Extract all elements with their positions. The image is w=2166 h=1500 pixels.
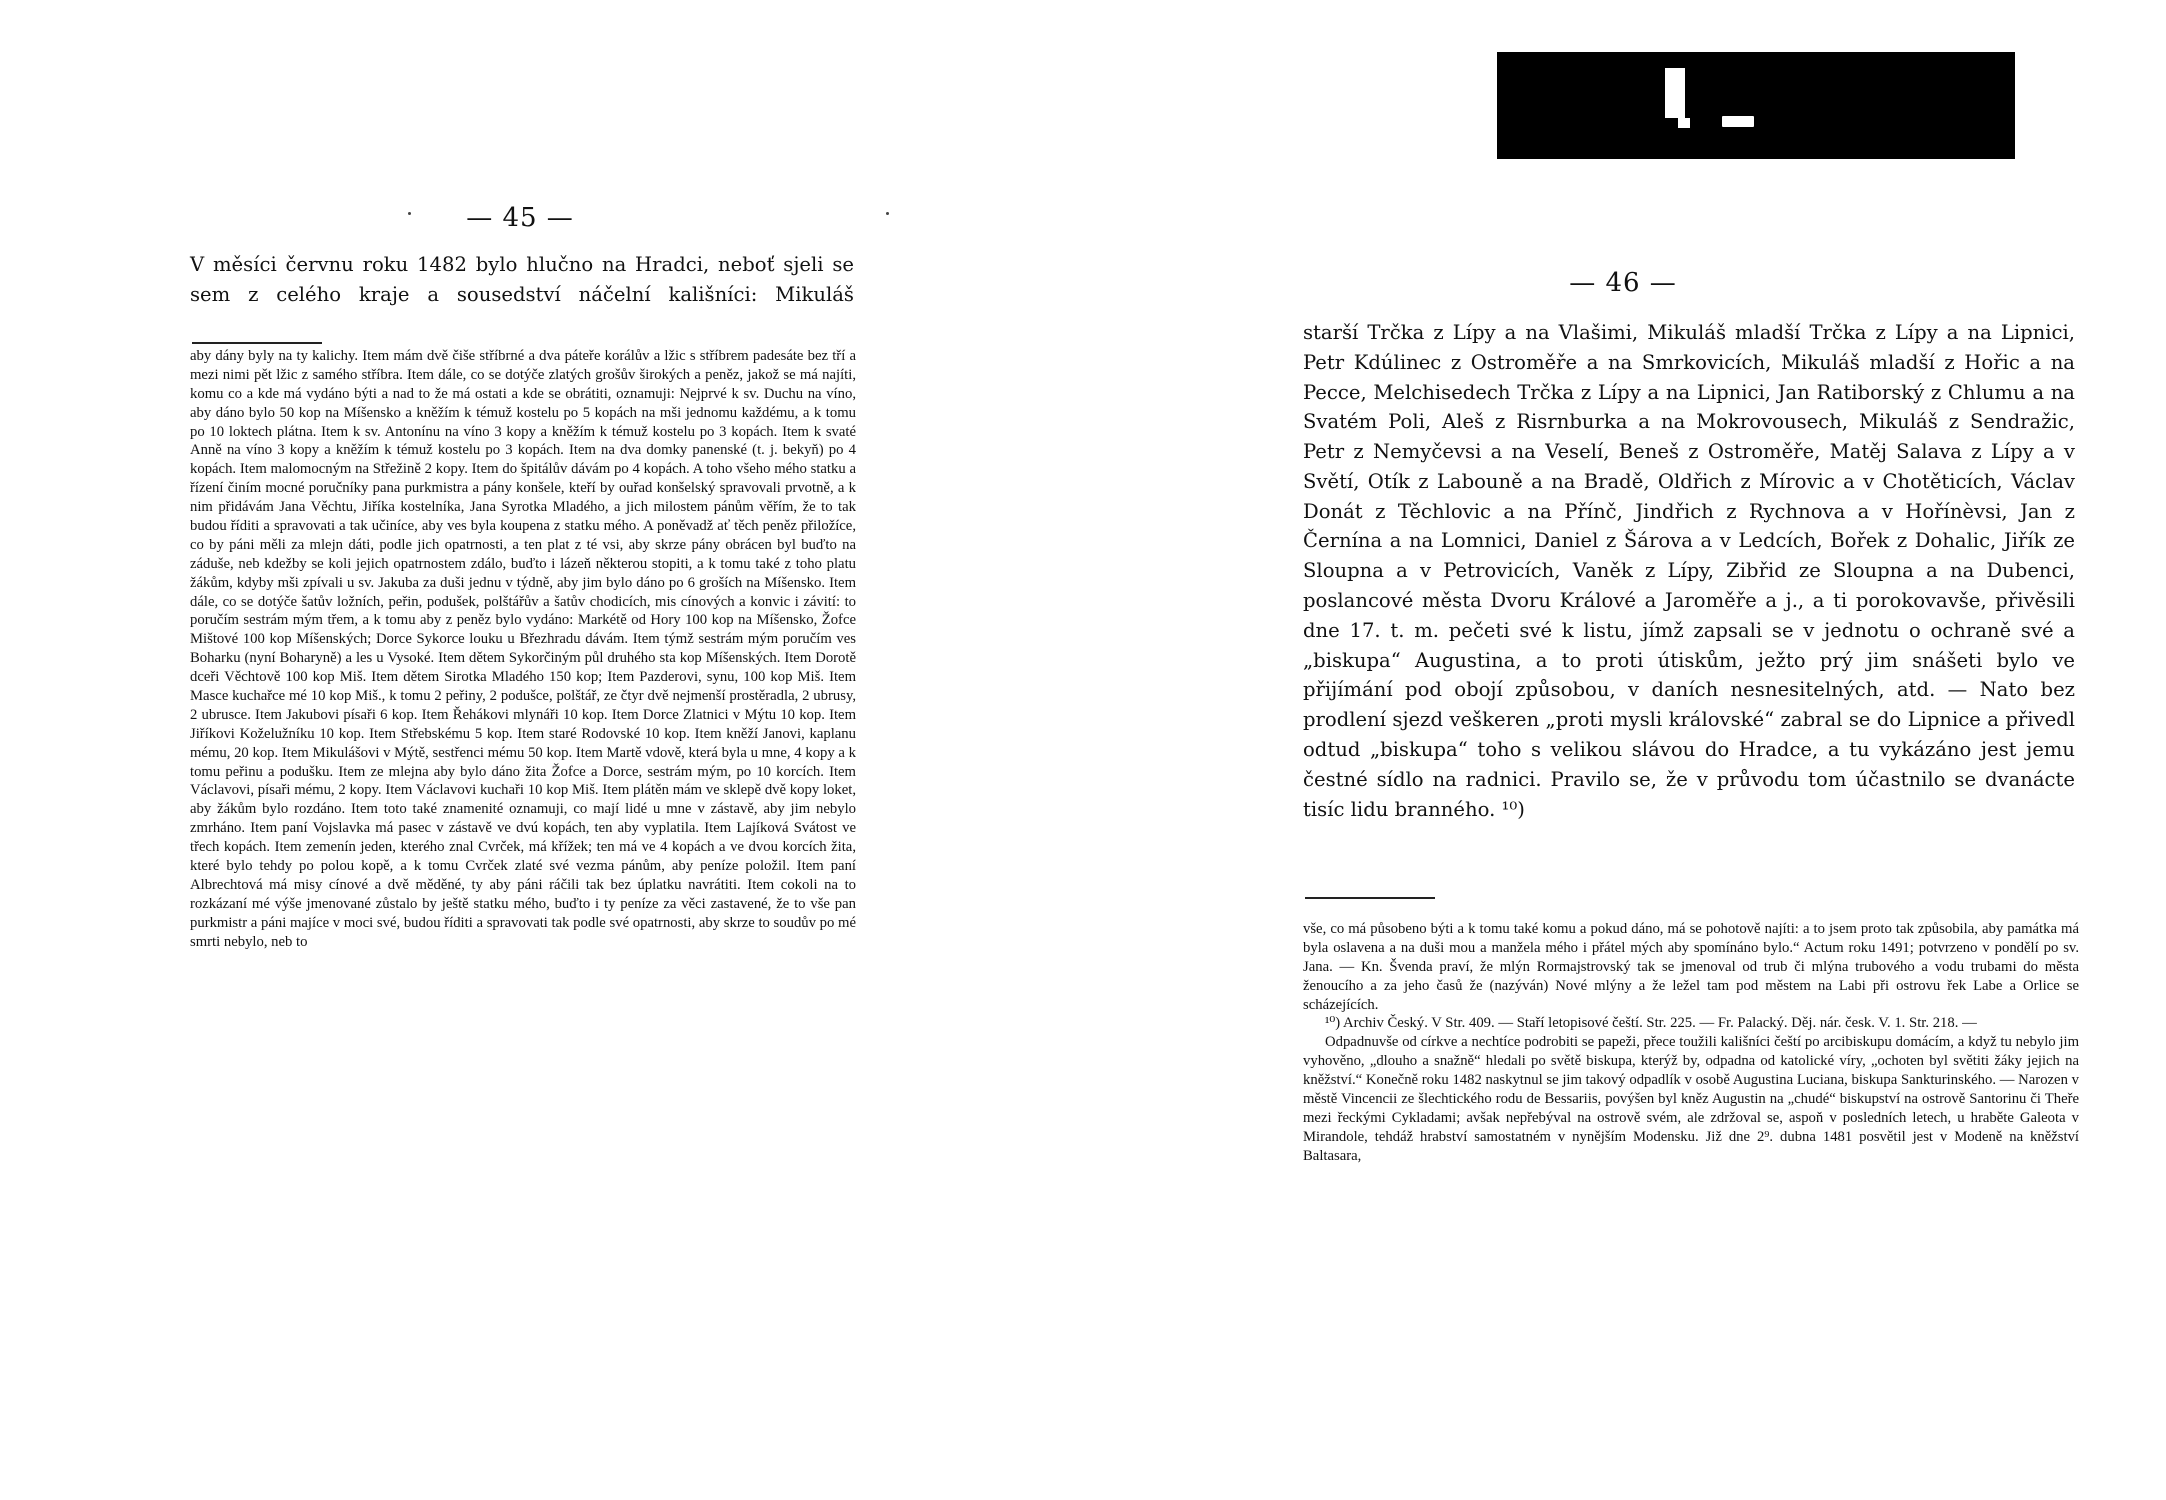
footnote-continuation: vše, co má působeno býti a k tomu také komu a pokud dáno, má se pohotově najíti: a to jsem proto tak způsobila, aby památka má byla oslavena a na duši mou a manžela mého i přátel mých aby spomínáno bylo.“ Actum roku 1491; potvrzeno v pondělí po sv. Jana. — Kn. Švenda praví, že mlýn Rormajstrovský tak se jmenoval od trub či mlýna trubového a vodu trubami do města ženoucího a za jeho časů že (nazýván) Nové mlýny a že ležel tam pod městem na Labi při ostrovu řek Labe a Orlice se scházejících. bbox=[1303, 921, 2079, 1013]
ink-speck bbox=[886, 212, 889, 215]
right-footnotes bbox=[1303, 920, 2079, 1166]
scan-artifact bbox=[1722, 116, 1754, 127]
right-page bbox=[1083, 0, 2166, 1500]
footnote-divider bbox=[1305, 897, 1435, 899]
footnote-divider bbox=[192, 342, 322, 344]
redaction-block bbox=[1497, 52, 2015, 159]
page-number-46: — 46 — bbox=[1569, 268, 1677, 298]
left-body-text: V měsíci červnu roku 1482 bylo hlučno na Hradci, neboť sjeli se sem z celého kraje a sousedství náčelní kališníci: Mikuláš bbox=[190, 253, 854, 306]
page-number-45: — 45 — bbox=[466, 203, 574, 233]
left-footnote-text: aby dány byly na ty kalichy. Item mám dvě čiše stříbrné a dva páteře korálův a lžic s stříbrem padesáte bez tří a mezi nimi pět lžic z samého stříbra. Item dále, co se dotýče zlatých grošův širokých a peněz, jakož se má najíti, komu co a kde má vydáno býti a nad to že má ostati a kde se obrátiti, oznamuji: Nejprvé k sv. Duchu na víno, aby dáno bylo 50 kop na Míšensko a kněžím k témuž kostelu po 5 kopách na mši jednomu každému, a k tomu po 10 loktech plátna. Item k sv. Antonínu na víno 3 kopy a kněžím k témuž kostelu po 3 kopách. Item k svaté Anně na víno 3 kopy a kněžím k témuž kostelu po 3 kopách. Item na dva domky panenské (t. j. bekyň) po 4 kopách. Item malomocným na Střežině 2 kopy. Item do špitálův dávám po 4 kopách. A toho všeho mého statku a řízení činím mocné poručníky pana purkmistra a pány konšele, kteří by ouřad konšelský spravovali prvotně, a k nim přidávám Jana Věchtu, Jiříka kostelníka, Jana Syrotka Mladého, a jich milostem pánům věřím, že to tak budou říditi a spravovati a tak učiníce, aby ves byla koupena z statku mého. A poněvadž ať těch peněz přiložíce, co by páni měli za mlejn dáti, podle jich opatrnosti, a ten plat z té vsi, aby skrze pány obrácen byl buďto na záduše, neb kdežby se koli jejich opatrnostem zdálo, buďto i lázeň některou stopiti, a k tomu také z toho platu žákům, kdyby mši zpívali u sv. Jakuba za duši jednu v týdně, aby jim bylo dáno po 6 groších na Míšensko. Item dále, co se dotýče šatův ložních, peřin, podušek, polštářův a šatův chodicích, mis cínových a konvic i závití: to poručím sestrám mým třem, a k tomu aby z peněz bylo vydáno: Markétě od Hory 100 kop na Míšensko, Žofce Mištové 100 kop Míšenských; Dorce Sykorce louku u Březhradu dávám. Item týmž sestrám mým poručím ves Boharku (nyní Boharyně) a les u Vysoké. Item dětem Sykorčiným půl druhého sta kop Míšenských. Item Dorotě dceři Věchtově 100 kop Miš. Item dětem Sirotka Mladého 150 kop; Item Pazderovi, synu, 100 kop Miš. Item Masce kuchařce mé 10 kop Miš., k tomu 2 peřiny, 2 podušce, polštář, ze čtyr dvě nejmenší prostěradla, 2 ubrusy, 2 ubrusce. Item Jakubovi písaři 6 kop. Item Řehákovi mlynáři 10 kop. Item Dorce Zlatnici v Mýtu 10 kop. Item Jiříkovi Koželužníku 10 kop. Item Střebskému 5 kop. Item staré Rodovské 10 kop. Item kněží Janovi, kaplanu mému, 20 kop. Item Mikulášovi v Mýtě, sestřenci mému 50 kop. Item Martě vdově, která byla u mne, 4 kopy a k tomu peřinu a podušku. Item ze mlejna aby bylo dáno žita Žofce a Dorce, sestrám mým, po 10 korcích. Item Václavovi, písaři mému, 2 kopy. Item Václavovi kuchaři 10 kop Miš. Item plátěn mám ve sklepě dvě kopy loket, aby žákům bylo rozdáno. Item toto také znamenité oznamuji, co mají lidé u mne v zástavě, aby jim nebylo zmrháno. Item paní Vojslavka má pasec v zástavě ve dvú kopách, ten aby vyplatila. Item Lajíková Svátost ve třech kopách. Item zemenín jeden, kterého znal Cvrček, má křížek; ten má ve 4 kopách a ve dvou korcích žita, které bylo tehdy po polou kopě, a k tomu Cvrček zlaté své vezma pánům, aby peníze položil. Item paní Albrechtová má misy cínové a dvě měděné, ty aby páni ráčili tak bez úplatku navrátiti. Item cokoli na to rozkázaní mé výše jmenované zůstalo by ještě statku mého, buďto i ty peníze za věci zastavené, že to vše pan purkmistr a páni majíce v moci své, budou říditi a spravovati tak podle své opatrnosti, aby skrze to soudův po mé smrti nebylo, neb to bbox=[190, 348, 856, 950]
right-body-text: starší Trčka z Lípy a na Vlašimi, Mikuláš mladší Trčka z Lípy a na Lipnici, Petr Kdúlinec z Ostroměře a na Smrkovicích, Mikuláš mladší z Hořic a na Pecce, Melchisedech Trčka z Lípy a na Lipnici, Jan Ratiborský z Chlumu a na Svatém Poli, Aleš z Risrnburka a na Mokrovousech, Mikuláš z Sendražic, Petr z Nemyčevsi a na Veselí, Beneš z Ostroměře, Matěj Salava z Lípy a v Světí, Otík z Labouně a na Bradě, Oldřich z Mírovic a v Chotěticích, Václav Donát z Těchlovic a na Přínč, Jindřich z Rychnova a v Hořínèvsi, Jan z Černína a na Lomnici, Daniel z Šárova a v Ledcích, Bořek z Dohalic, Jiřík ze Sloupna a v Petrovicích, Vaněk z Lípy, Zibřid ze Sloupna a na Dubenci, poslancové města Dvoru Králové a Jaroměře a j., a ti porokovavše, přivěsili dne 17. t. m. pečeti své k listu, jímž zapsali se v jednotu o ochraně své a „biskupa“ Augustina, a to proti útiskům, ježto prý jim snášeti bylo ve přijímání pod obojí způsobou, v daních nesnesitelných, atd. — Nato bez prodlení sjezd veškeren „proti mysli královské“ zabral se do Lipnice a přivedl odtud „biskupa“ toho s velikou slávou do Hradce, a tu vykázáno jest jemu čestné sídlo na radnici. Pravilo se, že v průvodu tom účastnilo se dvanácte tisíc lidu branného. ¹⁰) bbox=[1303, 321, 2075, 821]
footnote-paragraph: Odpadnuvše od církve a nechtíce podrobiti se papeži, přece toužili kališníci čeští po arcibiskupu domácím, a když tu nebylo jim vyhověno, „dlouho a snažně“ hledali po světě biskupa, kterýž by, odpadna od katolické víry, „ochoten byl světiti žáky jejich na kněžství.“ Konečně roku 1482 naskytnul se jim takový odpadlík v osobě Augustina Luciana, biskupa Sankturinského. — Narozen v městě Vincencii ze šlechtického rodu de Bessariis, povýšen byl kněz Augustin na „chudé“ biskupství na ostrově Santorinu či Theře mezi řeckými Cykladami; avšak nepřebýval na ostrově svém, ale zdržoval se, aspoň v posledních letech, u hraběte Galeota v Mirandole, tehdáž hrabství samostatném v nynějším Modensku. Již dne 2⁹. dubna 1481 posvětil jest v Modeně na kněžství Baltasara, bbox=[1303, 1034, 2079, 1164]
ink-speck bbox=[408, 212, 411, 215]
scan-artifact bbox=[1665, 68, 1685, 118]
footnote-10: ¹⁰) Archiv Český. V Str. 409. — Staří letopisové čeští. Str. 225. — Fr. Palacký. Děj. nár. česk. V. 1. Str. 218. — bbox=[1325, 1015, 1977, 1032]
scan-artifact bbox=[1678, 118, 1690, 128]
